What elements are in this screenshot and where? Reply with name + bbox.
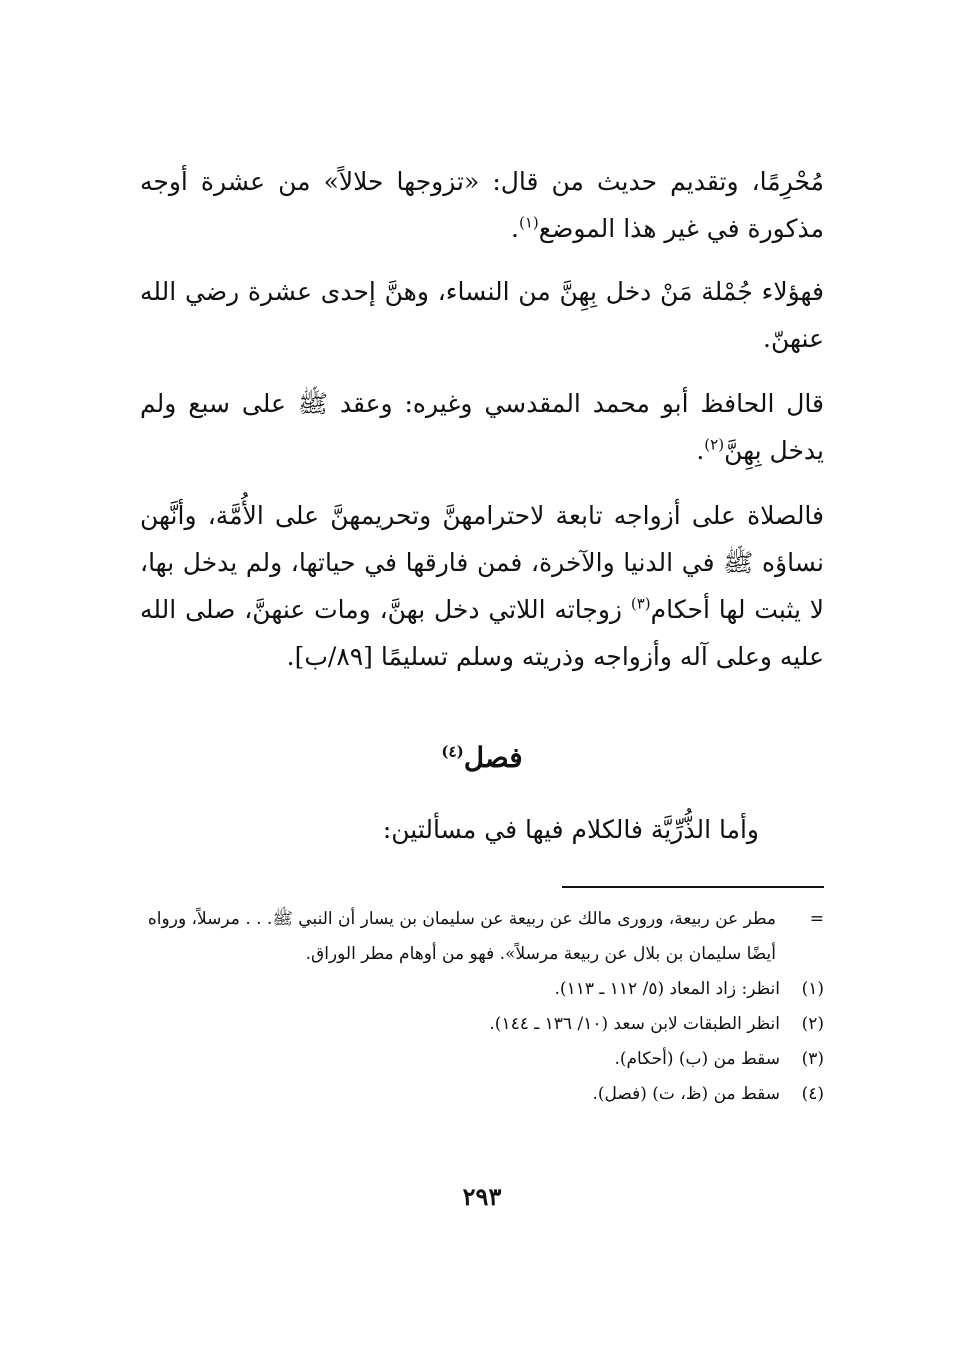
footnote-text: سقط من (ب) (أحكام). [614, 1049, 780, 1069]
footnote-ref-2: (٢) [704, 435, 725, 454]
footnote-ref-4: (٤) [441, 742, 464, 761]
paragraph-1 [140, 158, 824, 252]
paragraph-3-end: . [696, 436, 705, 465]
footnote-text: انظر الطبقات لابن سعد (١٠/ ١٣٦ ـ ١٤٤). [489, 1014, 780, 1034]
footnote-number: (٤) [801, 1084, 824, 1104]
footnote-ref-1: (١) [519, 213, 539, 232]
paragraph-4 [140, 492, 824, 680]
footnote-number: (٣) [801, 1049, 824, 1069]
paragraph-4-text-end: زوجاته اللاتي دخل بهنَّ، ومات عنهنَّ، صلى الله عليه وعلى آله وأزواجه وذريته وسلم تسليمًا [٨٩/ب]. [140, 595, 824, 671]
footnote-number: (٢) [801, 1014, 824, 1034]
footnote-continuation [140, 902, 824, 972]
paragraph-1-text: مُحْرِمًا، وتقديم حديث من قال: «تزوجها حلالاً» من عشرة أوجه مذكورة في غير هذا الموضع [140, 167, 824, 243]
footnote-continuation-text: مطر عن ربيعة، ورورى مالك عن ربيعة عن سليمان بن يسار أن النبي ﷺ. . . مرسلاً، ورواه أيضًا سليمان بن بلال عن ربيعة مرسلاً». فهو من أوهام مطر الوراق. [147, 909, 776, 964]
footnote-3 [140, 1042, 824, 1077]
footnote-text: سقط من (ظ، ت) (فصل). [592, 1084, 780, 1104]
section-heading [0, 738, 964, 778]
paragraph-2-text: فهؤلاء جُمْلة مَنْ دخل بِهِنَّ من النساء، وهنَّ إحدى عشرة رضي الله عنهنّ. [140, 277, 824, 353]
paragraph-3-text: قال الحافظ أبو محمد المقدسي وغيره: وعقد ﷺ على سبع ولم يدخل بِهِنَّ [140, 389, 824, 465]
footnote-text: انظر: زاد المعاد (٥/ ١١٢ ـ ١١٣). [554, 979, 780, 999]
continuation-mark: = [809, 909, 824, 929]
footnote-number: (١) [801, 979, 824, 999]
paragraph-3 [140, 380, 824, 474]
footnotes [140, 902, 824, 1112]
paragraph-5 [140, 806, 759, 853]
footnote-4 [140, 1077, 824, 1112]
page-number: ٢٩٣ [462, 1182, 502, 1211]
paragraph-4-text-start: فالصلاة على أزواجه تابعة لاحترامهنَّ وتحريمهنَّ على الأُمَّة، وأنَّهن نساؤه ﷺ في الدنيا والآخرة، فمن فارقها في حياتها، ولم يدخل بها، لا يثبت لها أحكام [140, 501, 824, 624]
footnote-2 [140, 1007, 824, 1042]
footnote-ref-3: (٣) [630, 594, 651, 613]
footnote-separator [562, 886, 824, 888]
paragraph-5-text: وأما الذُّرِّيَّة فالكلام فيها في مسألتين: [382, 815, 759, 844]
paragraph-1-end: . [511, 214, 519, 243]
section-heading-text: فصل [463, 741, 523, 774]
footnote-1 [140, 972, 824, 1007]
paragraph-2 [140, 268, 824, 362]
